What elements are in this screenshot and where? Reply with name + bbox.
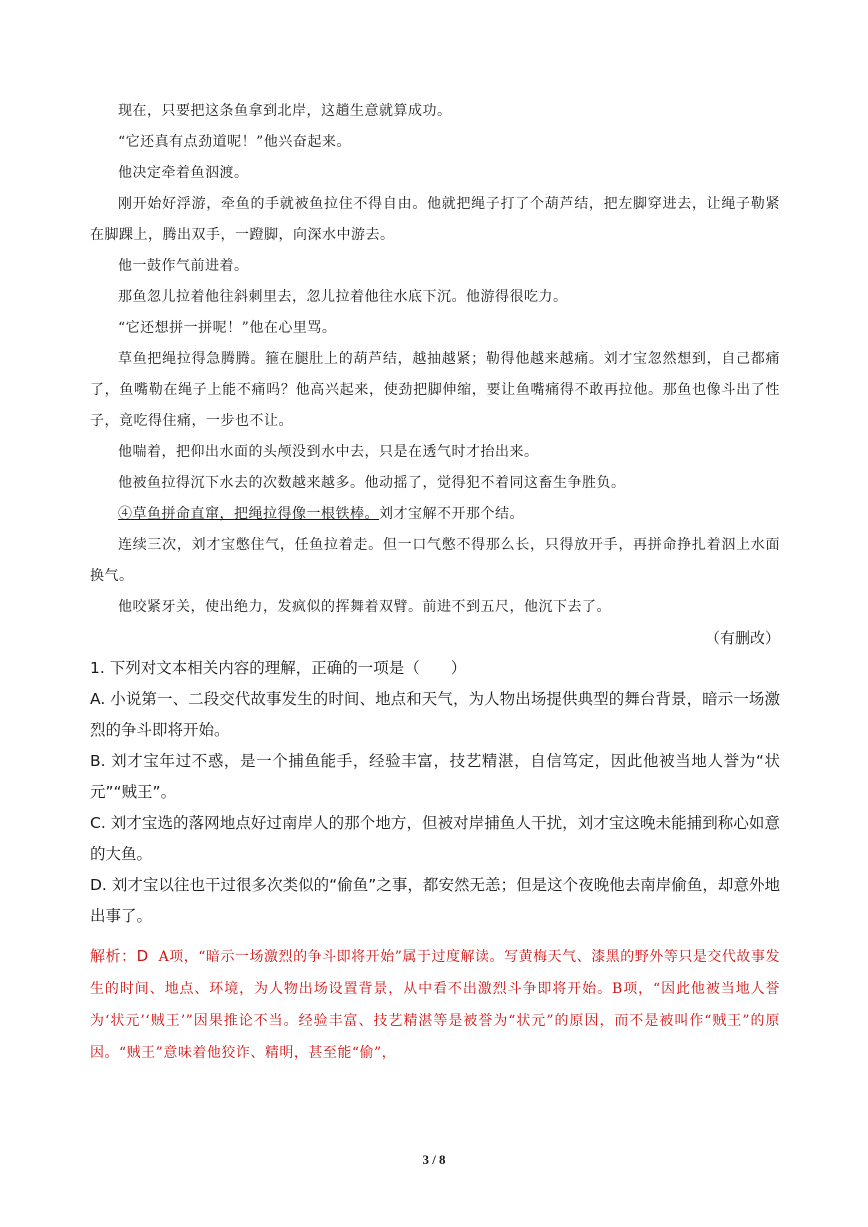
option-d: D. 刘才宝以往也干过很多次类似的“偷鱼”之事，都安然无恙；但是这个夜晚他去南岸偷鱼，却意外地出事了。	[90, 876, 780, 925]
story-paragraph: 连续三次，刘才宝憋住气，任鱼拉着走。但一口气憋不得那么长，只得放开手，再拼命挣扎着泅上水面换气。	[90, 537, 780, 584]
paragraph-marker: ④	[118, 506, 133, 522]
story-paragraph: 那鱼忽儿拉着他往斜刺里去，忽儿拉着他往水底下沉。他游得很吃力。	[118, 289, 568, 305]
story-excerpt	[90, 96, 780, 623]
page-number: 3 / 8	[422, 1152, 446, 1167]
question-stem: 1. 下列对文本相关内容的理解，正确的一项是（ ）	[90, 659, 467, 677]
option-a: A. 小说第一、二段交代故事发生的时间、地点和天气，为人物出场提供典型的舞台背景，暗示一场激烈的争斗即将开始。	[90, 690, 780, 739]
document-page	[90, 96, 780, 1069]
story-paragraph: 他咬紧牙关，使出绝力，发疯似的挥舞着双臂。前进不到五尺，他沉下去了。	[118, 599, 611, 615]
analysis-text: A项，“暗示一场激烈的争斗即将开始”属于过度解读。写黄梅天气、漆黑的野外等只是交代故事发生的时间、地点、环境，为人物出场设置背景，从中看不出激烈斗争即将开始。B项，“因此他被当地人誉为‘状元’‘贼王’”因果推论不当。经验丰富、技艺精湛等是被誉为“状元”的原因，而不是被叫作“贼王”的原因。“贼王”意味着他狡诈、精明，甚至能“偷”，	[90, 949, 780, 1061]
story-paragraph: 草鱼把绳拉得急腾腾。箍在腿肚上的葫芦结，越抽越紧；勒得他越来越痛。刘才宝忽然想到，自己都痛了，鱼嘴勒在绳子上能不痛吗？他高兴起来，使劲把脚伸缩，要让鱼嘴痛得不敢再拉他。那鱼也像斗出了性子，竟吃得住痛，一步也不让。	[90, 351, 780, 429]
option-b: B. 刘才宝年过不惑，是一个捕鱼能手，经验丰富，技艺精湛，自信笃定，因此他被当地人誉为“状元”“贼王”。	[90, 752, 780, 801]
story-paragraph: 现在，只要把这条鱼拿到北岸，这趟生意就算成功。	[118, 103, 452, 119]
story-paragraph: 他一鼓作气前进着。	[118, 258, 249, 274]
underlined-sentence: 草鱼拼命直窜，把绳拉得像一根铁棒。	[132, 506, 379, 522]
story-paragraph: 他决定牵着鱼泅渡。	[118, 165, 249, 181]
story-paragraph: “它还真有点劲道呢！”他兴奋起来。	[118, 134, 351, 150]
source-note: （有删改）	[704, 629, 780, 647]
story-paragraph: 他喘着，把仰出水面的头颅没到水中去，只是在透气时才抬出来。	[118, 444, 539, 460]
option-c: C. 刘才宝选的落网地点好过南岸人的那个地方，但被对岸捕鱼人干扰，刘才宝这晚未能捕到称心如意的大鱼。	[90, 814, 780, 863]
analysis-label: 解析：D	[90, 947, 149, 965]
story-paragraph: 刚开始好浮游，牵鱼的手就被鱼拉住不得自由。他就把绳子打了个葫芦结，把左脚穿进去，让绳子勒紧在脚踝上，腾出双手，一蹬脚，向深水中游去。	[90, 196, 780, 243]
marked-paragraph	[90, 499, 780, 530]
story-paragraph: 他被鱼拉得沉下水去的次数越来越多。他动摇了，觉得犯不着同这畜生争胜负。	[118, 475, 626, 491]
marked-paragraph-rest: 刘才宝解不开那个结。	[379, 506, 524, 522]
answer-analysis	[90, 940, 780, 1069]
story-paragraph: “它还想拼一拼呢！”他在心里骂。	[118, 320, 337, 336]
